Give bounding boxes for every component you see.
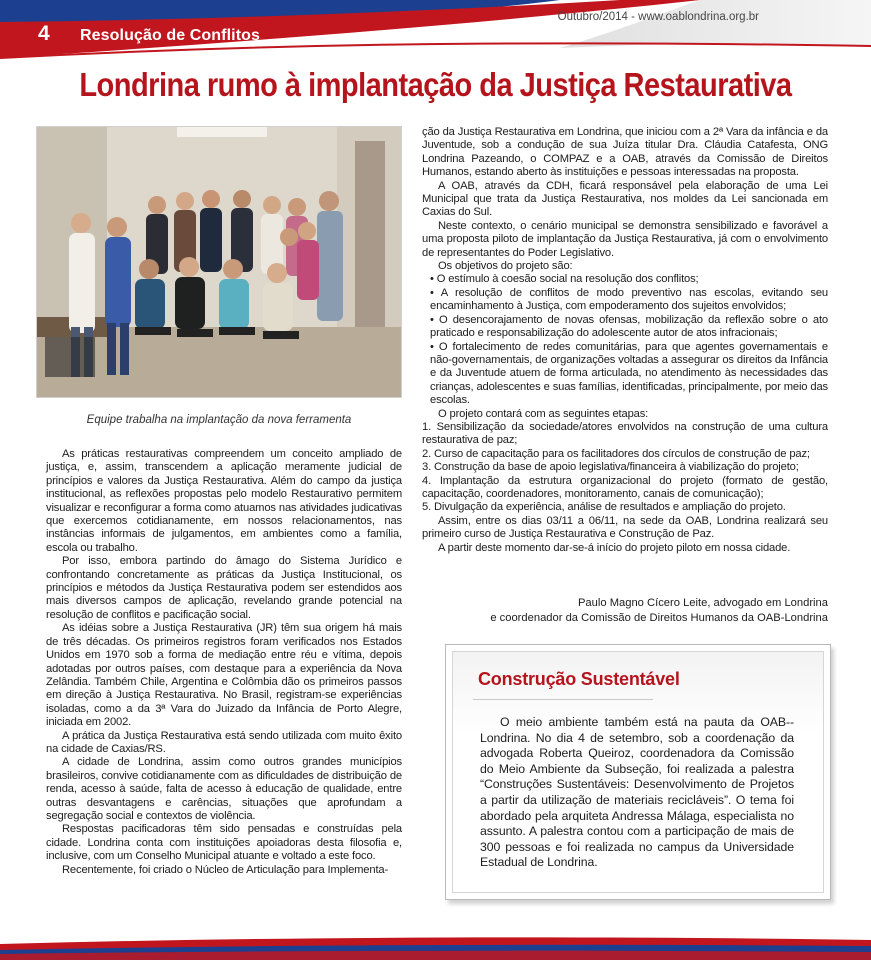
author-signature [448, 596, 828, 626]
sidebar-box-text: O meio ambiente também está na pauta da OAB--Londrina. No dia 4 de setembro, sob a coordenação da advogada Roberta Queiroz, coordenadora da Comissão do Meio Ambiente da Subseção, foi realizada a palestra “Construções Sustentáveis: Desenvolvimento de Projetos a partir da utilização de materiais recicláveis”. O tema foi abordado pela arquiteta Andressa Málaga, especialista no assunto. A palestra contou com a participação de mais de 300 pessoas e foi realizada no campus da Universidade Estadual de Londrina. [480, 715, 794, 870]
objective-item: • A resolução de conflitos de modo preventivo nas escolas, evitando seu encaminhamento à Justiça, com empoderamento dos sujeitos envolvidos; [430, 286, 828, 313]
paragraph: ção da Justiça Restaurativa em Londrina, que iniciou com a 2ª Vara da infância e da Juventude, sob a condução de sua Juíza titular Dra. Cláudia Catafesta, ONG Londrina Pazeando, o COMPAZ e a OAB, através da Comissão de Direitos Humanos, estando aberto às instituições e pessoas interessadas na proposta. [422, 126, 828, 179]
stage-item: 4. Implantação da estrutura organizacional do projeto (formato de gestão, capacitação, coordenadores, monitoramento, canais de comunicação); [422, 474, 828, 500]
paragraph: Assim, entre os dias 03/11 a 06/11, na sede da OAB, Londrina realizará seu primeiro curso de Justiça Restaurativa e Construção de Paz. [422, 514, 828, 541]
objective-item: • O estímulo à coesão social na resolução dos conflitos; [430, 273, 699, 286]
sidebar-box-title: Construção Sustentável [478, 669, 680, 689]
section-title: Resolução de Conflitos [80, 27, 260, 44]
paragraph: As idéias sobre a Justiça Restaurativa (JR) têm sua origem há mais de três décadas. Os primeiros registros foram verificados nos Estados Unidos em 1970 sob a forma de mediação entre réu e vítima, depois adotadas por outros países, com destaque para a experiência da Nova Zelândia. Também Chile, Argentina e Colômbia dão os primeiros passos em direção à Justiça Restaurativa. No Brasil, registram-se experiências isoladas, como a da 3ª Vara do Juizado da Infância de Porto Alegre, iniciada em 2002. [46, 622, 402, 729]
objective-item: • O fortalecimento de redes comunitárias, para que agentes governamentais e não-governamentais, de organizações voltadas a assegurar os direitos da Infância e da Juventude atuem de forma articulada, no atendimento às necessidades das crianças, adolescentes e suas famílias, identificadas, principalmente, por meio das escolas. [430, 340, 828, 407]
paragraph: A prática da Justiça Restaurativa está sendo utilizada com muito êxito na cidade de Caxias/RS. [46, 729, 402, 755]
paragraph: Recentemente, foi criado o Núcleo de Articulação para Implementa- [62, 863, 389, 876]
stage-item: 5. Divulgação da experiência, análise de resultados e ampliação do projeto. [422, 501, 786, 514]
paragraph: A cidade de Londrina, assim como outros grandes municípios brasileiros, convive cotidianamente com as dificuldades de distribuição de renda, acesso à saúde, falta de acesso à educação de qualidade, entre outras desvantagens e carências, situações que aprofundam a segregação social e contextos de violência. [46, 756, 402, 822]
paragraph: As práticas restaurativas compreendem um conceito ampliado de justiça, e, assim, transcendem a aplicação meramente judicial de princípios e valores da Justiça Restaurativa. Além do campo da justiça institucional, as reflexões propostas pelo modelo Restaurativo permitem visualizar e reconfigurar a forma como atuamos nas atividades judicativas que exercemos cotidianamente, em nossos relacionamentos, nas instâncias informais de julgamentos, em ambientes como a família, escola ou trabalho. [46, 448, 402, 554]
signature-line: e coordenador da Comissão de Direitos Humanos da OAB-Londrina [490, 612, 828, 624]
paragraph: Respostas pacificadoras têm sido pensadas e construídas pela cidade. Londrina conta com instituições apoiadoras desta filosofia e, inclusive, com um Conselho Municipal atuante e voltado a este foco. [46, 823, 402, 863]
stage-item: 3. Construção da base de apoio legislativa/financeira à viabilização do projeto; [422, 461, 799, 474]
paragraph: Neste contexto, o cenário municipal se demonstra sensibilizado e favorável a uma proposta piloto de implantação da Justiça Restaurativa, já com o envolvimento de representantes do Poder Legislativo. [422, 219, 828, 259]
page-number: 4 [38, 22, 50, 45]
article-column-left [46, 448, 402, 877]
divider [473, 699, 653, 700]
page-header [0, 0, 871, 60]
group-photo [36, 126, 402, 398]
issue-date-website: Outubro/2014 - www.oablondrina.org.br [557, 11, 759, 23]
stage-item: 2. Curso de capacitação para os facilitadores dos círculos de construção de paz; [422, 447, 810, 460]
sidebar-box [445, 644, 831, 900]
objective-item: • O desencorajamento de novas ofensas, mobilização da reflexão sobre o ato praticado e responsabilização do adolescente autor de atos infracionais; [430, 313, 828, 340]
paragraph: A OAB, através da CDH, ficará responsável pela elaboração de uma Lei Municipal que trata da Justiça Restaurativa, nos moldes da Lei sancionada em Caxias do Sul. [422, 179, 828, 219]
footer-banner [0, 932, 871, 960]
paragraph: Os objetivos do projeto são: [438, 260, 573, 273]
stage-item: 1. Sensibilização da sociedade/atores envolvidos na construção de uma cultura restaurativa de paz; [422, 420, 828, 447]
article-headline: Londrina rumo à implantação da Justiça Restaurativa [79, 66, 792, 103]
paragraph: Por isso, embora partindo do âmago do Sistema Jurídico e confrontando concretamente as práticas da Justiça Institucional, os princípios e métodos da Justiça Restaurativa podem ser estendidos aos mais diversos campos de aplicação, revelando grande potencial na resolução de conflitos e pacificação social. [46, 555, 402, 621]
paragraph: O projeto contará com as seguintes etapas: [438, 407, 649, 420]
photo-caption: Equipe trabalha na implantação da nova ferramenta [86, 414, 352, 426]
paragraph: A partir deste momento dar-se-á início do projeto piloto em nossa cidade. [438, 541, 791, 554]
signature-line: Paulo Magno Cícero Leite, advogado em Londrina [577, 597, 828, 609]
article-column-right [422, 126, 828, 555]
